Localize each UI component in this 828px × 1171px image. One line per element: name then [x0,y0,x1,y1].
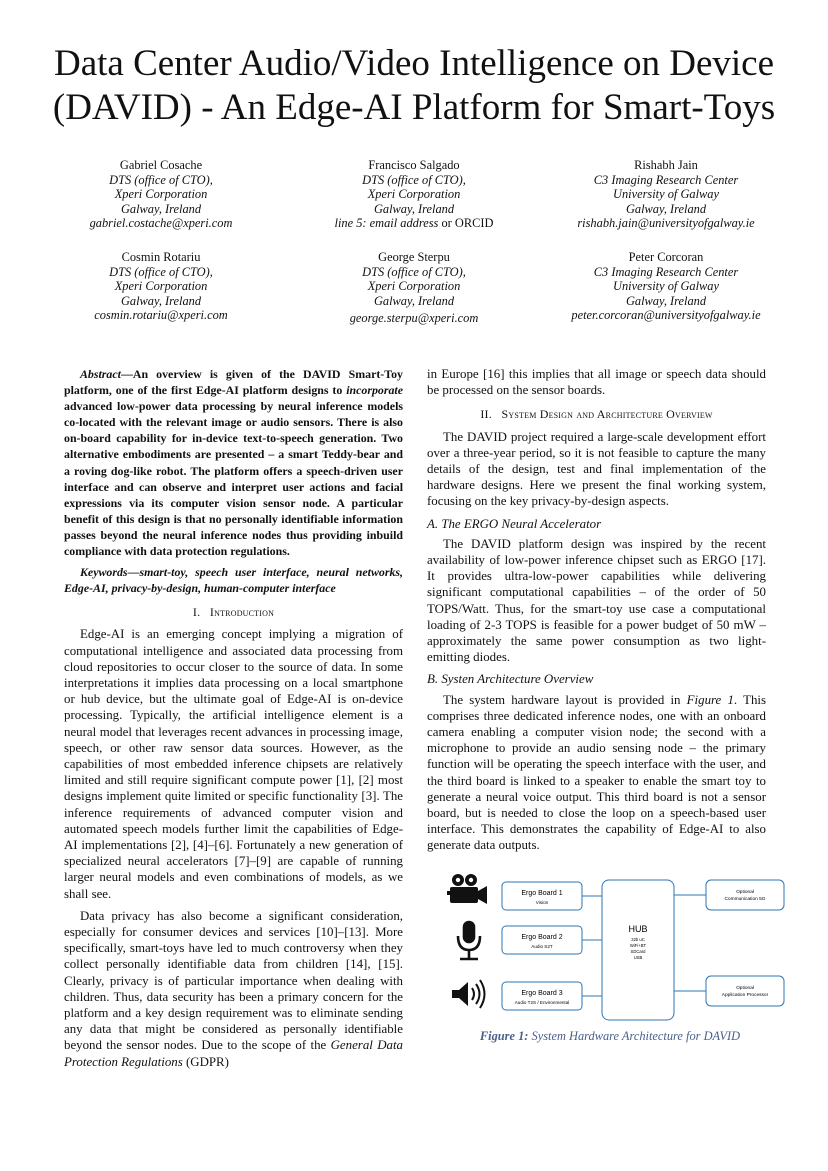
figure-reference: Figure 1 [686,692,734,707]
speaker-icon [452,980,485,1008]
right-column [427,366,766,860]
author-location: Galway, Ireland [625,201,707,216]
author-name: Peter Corcoran [628,250,704,264]
paragraph: in Europe [16] this implies that all image or speech data should be processed on the sensor boards. [427,367,766,398]
paragraph [427,692,766,854]
author-organization: Xperi Corporation [114,187,208,202]
author-block [36,250,286,323]
title-line-2: (DAVID) - An Edge-AI Platform for Smart-Toys [52,87,776,128]
hub-line-2: WiFi+BT [629,943,647,948]
ergo-board-1-title: Ergo Board 1 [521,890,563,897]
section-title: Introduction [209,605,275,620]
caption-text: System Hardware Architecture for DAVID [528,1029,741,1043]
abstract-emphasis: incorporate [346,383,403,398]
paragraph: The DAVID platform design was inspired by the recent availability of low-power inference chipset such as ERGO [17]. It provides ultra-low-power capabilities while delivering significant computational capabilities – of the order of 50 TOPS/Watt. Thus, for the smart-toy use case a computational loading of 2-3 TOPS is feasible for a power budget of 50 mW – approximately the same power consumption as two light-emitting diodes. [427,536,766,665]
hub-line-4: USB [633,955,643,960]
paper-title [40,42,788,130]
author-organization: Xperi Corporation [367,187,461,202]
author-affiliation: C3 Imaging Research Center [593,264,739,279]
abstract-text-a: —An overview is given of the DAVID Smart-Toy platform, one of the first Edge-AI platform designs to [64,367,403,398]
author-block [541,158,791,231]
author-affiliation: DTS (office of CTO), [362,172,466,187]
ergo-board-2-title: Ergo Board 2 [521,934,563,941]
abstract-lead: Abstract [80,367,121,381]
paragraph-text-b: (GDPR) [182,1054,229,1069]
abstract [64,366,403,559]
author-email: peter.corcoran@universityofgalway.ie [571,308,761,323]
author-name: Rishabh Jain [634,158,698,172]
keywords [64,565,403,596]
caption-label: Figure 1: [479,1029,529,1043]
author-organization: University of Galway [613,187,719,202]
section-number: I. [192,605,201,620]
hub-line-3: SDCard [630,949,646,954]
camera-icon [447,874,487,904]
paragraph: The DAVID project required a large-scale development effort over a three-year period, so it is not feasible to capture the many details of the design, test and final implementation of the hardware designs. Here we present the final working system, focusing on the key privacy-by-design aspects. [427,429,766,509]
left-column [64,366,403,1076]
microphone-icon [458,922,480,959]
section-heading-introduction [64,604,403,620]
section-title: System Design and Architecture Overview [501,407,713,422]
author-block [36,158,286,231]
author-organization: Xperi Corporation [367,279,461,294]
author-affiliation: C3 Imaging Research Center [593,172,739,187]
author-email [289,216,539,231]
author-affiliation: DTS (office of CTO), [109,172,213,187]
author-name: Gabriel Cosache [119,158,203,172]
hub-line-1: 32b uC [631,937,645,942]
author-location: Galway, Ireland [625,293,707,308]
paragraph-text-a: The system hardware layout is provided in [443,692,687,707]
subsection-heading-a: A. The ERGO Neural Accelerator [427,516,602,531]
author-email: gabriel.costache@xperi.com [89,216,233,231]
paragraph: Edge-AI is an emerging concept implying a migration of computational intelligence and associated data processing from cloud repositories to occur closer to the source of data. In some interpretations it implies data processing on a local smartphone or hub device, but the ultimate goal of Edge-AI is on-device processing. Typically, the artificial intelligence element is a neural model that leverages recent advances in processing image, speech, or other raw sensor data sources. However, as the capabilities of most embedded inference chipsets are relatively limited and still require significant compute power [1], [2] most designs implement quite limited or specific functionality [3]. The inference requirements of advanced computer vision and automated speech models further limit the capabilities of Edge-AI implementations [2], [4]–[6]. Fortunately a new generation of specialized neural accelerators [7]–[9] are capable of running larger neural models and even combinations of models, as we shall see. [64,627,403,901]
author-email-placeholder: line 5: email address [334,216,439,231]
ergo-board-1-subtitle: Vision [535,900,549,905]
author-organization: Xperi Corporation [114,279,208,294]
author-affiliation: DTS (office of CTO), [362,264,466,279]
figure-caption [420,1029,800,1044]
optional-application-line-1: Optional [736,986,754,991]
author-organization: University of Galway [613,279,719,294]
author-email: rishabh.jain@universityofgalway.ie [577,216,755,231]
optional-communication-box [706,880,784,910]
hub-title: HUB [628,924,648,934]
paragraph [64,908,403,1070]
author-email: cosmin.rotariu@xperi.com [94,308,228,323]
author-location: Galway, Ireland [120,201,202,216]
author-location: Galway, Ireland [120,293,202,308]
author-location: Galway, Ireland [373,201,455,216]
architecture-diagram [440,870,790,1030]
author-email-suffix: or ORCID [438,216,494,231]
optional-communication-line-1: Optional [736,890,754,895]
author-block [289,250,539,326]
author-affiliation: DTS (office of CTO), [109,264,213,279]
figure-system-architecture [440,870,790,1030]
optional-application-box [706,976,784,1006]
paragraph-text-a: Data privacy has also become a significant consideration, especially for consumer devices and services [10]–[13]. More specifically, smart-toys have led to much controversy when they collect personally identifiable data from children [14], [15]. Clearly, privacy is of particular importance when dealing with children. Thus, data security has been a primary concern for the platform and a key design requirement was to eliminate sending any data that might be considered as personally identifiable beyond the sensor nodes. Due to the scope of the [64,908,403,1053]
paragraph-text-b: . This comprises three dedicated inference nodes, one with an onboard camera enabling a computer vision node; the second with a microphone to provide an audio sensing node – the primary function will be operating the speech interface with the user, and the third board is linked to a speaker to enable the smart toy to generate a neural voice output. This third board is not a sensor board, but is needed to close the loop on a speech-based user interface. This demonstrates the capability of Edge-AI to also generate data outputs. [427,692,766,853]
author-name: George Sterpu [378,250,450,264]
subsection-heading-b: B. Systen Architecture Overview [427,672,594,687]
optional-communication-line-2: Communication 5G [724,897,766,902]
author-email: george.sterpu@xperi.com [349,311,479,326]
section-number: II. [480,407,492,422]
author-location: Galway, Ireland [373,293,455,308]
ergo-board-3-subtitle: Audio T2S / Environmental [514,1000,570,1005]
title-line-1: Data Center Audio/Video Intelligence on Device [53,43,775,84]
ergo-board-2-subtitle: Audio S2T [531,944,553,949]
abstract-text-b: advanced low-power data processing by neural inference models co-located with the relevant image or audio sensors. There is also on-board capability for in-device text-to-speech generation. Two alternative embodiments are presented – a smart Teddy-bear and a roving dog-like robot. The platform offers a speech-driven user interface and can observe and interpret user actions and facial expressions via its computer vision sensor node. A particular benefit of this design is that no personally identifiable information passes beyond the neural inference nodes thus providing inbuild compliance with data protection regulations. [64,399,403,559]
section-heading-system-design [427,406,766,422]
paragraph-emphasis: General Data Protection Regulations [64,1038,403,1069]
author-block [541,250,791,323]
keywords-text: —smart-toy, speech user interface, neural networks, Edge-AI, privacy-by-design, human-computer interface [64,565,403,595]
author-name: Francisco Salgado [368,158,460,172]
author-name: Cosmin Rotariu [121,250,201,264]
author-block [289,158,539,231]
optional-application-line-2: Application Processor [721,993,769,998]
ergo-board-3-title: Ergo Board 3 [521,990,563,997]
keywords-lead: Keywords [80,565,128,580]
